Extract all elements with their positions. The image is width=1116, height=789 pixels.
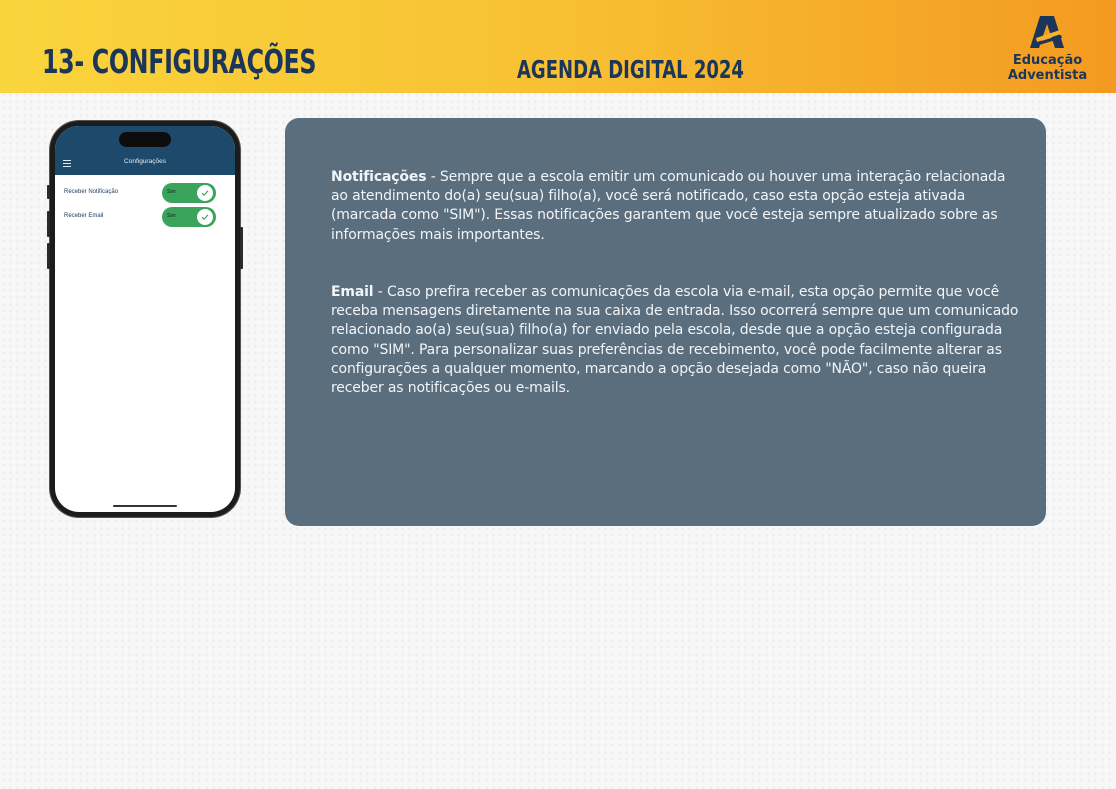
logo-text-line1: Educação: [1012, 53, 1083, 68]
toggle-state-text: Sim: [167, 213, 176, 219]
notificacoes-paragraph: [331, 168, 1021, 245]
document-title: AGENDA DIGITAL 2024: [517, 55, 744, 84]
setting-row-notificacao: [55, 183, 235, 203]
dynamic-island: [119, 132, 171, 147]
phone-mockup: [50, 121, 240, 517]
phone-volume-up-button: [47, 211, 50, 237]
educacao-adventista-logo-icon: [1030, 16, 1064, 50]
email-toggle[interactable]: [162, 207, 216, 227]
setting-label: Receber Notificação: [64, 189, 119, 195]
email-term: Email: [331, 284, 374, 300]
check-icon: [201, 189, 209, 197]
setting-row-email: [55, 207, 235, 227]
notificacoes-description: - Sempre que a escola emitir um comunicado ou houver uma interação relacionada ao atendimento do(a) seu(sua) filho(a), você será notificado, caso esta opção esteja ativada (marcada como "SIM"). Essas notificações garantem que você esteja sempre atualizado sobre as informações mais importantes.: [331, 169, 1006, 243]
educacao-adventista-logo: [1000, 16, 1095, 86]
toggle-state-text: Sim: [167, 189, 176, 195]
email-paragraph: [331, 283, 1021, 398]
email-description: - Caso prefira receber as comunicações da escola via e-mail, esta opção permite que você receba mensagens diretamente na sua caixa de entrada. Isso ocorrerá sempre que um comunicado relacionado ao(a) seu(sua) filho(a) for enviado pela escola, desde que a opção esteja configurada como "SIM". Para personalizar suas preferências de recebimento, você pode facilmente alterar as configurações a qualquer momento, marcando a opção desejada como "NÃO", caso não queira receber as notificações ou e-mails.: [331, 284, 1019, 397]
phone-screen: [55, 126, 235, 512]
description-panel: [285, 118, 1046, 526]
toggle-knob: [197, 209, 213, 225]
header-banner: [0, 0, 1116, 93]
toggle-knob: [197, 185, 213, 201]
phone-volume-down-button: [47, 243, 50, 269]
check-icon: [201, 213, 209, 221]
notificacoes-term: Notificações: [331, 169, 427, 185]
phone-power-button: [240, 227, 243, 269]
app-bar: [55, 126, 235, 175]
phone-action-button: [47, 185, 50, 199]
home-indicator: [113, 505, 177, 507]
app-bar-title: Configurações: [124, 158, 166, 165]
notification-toggle[interactable]: [162, 183, 216, 203]
setting-label: Receber Email: [64, 213, 104, 219]
section-title: 13- CONFIGURAÇÕES: [42, 42, 317, 81]
logo-text-line2: Adventista: [1007, 68, 1088, 83]
